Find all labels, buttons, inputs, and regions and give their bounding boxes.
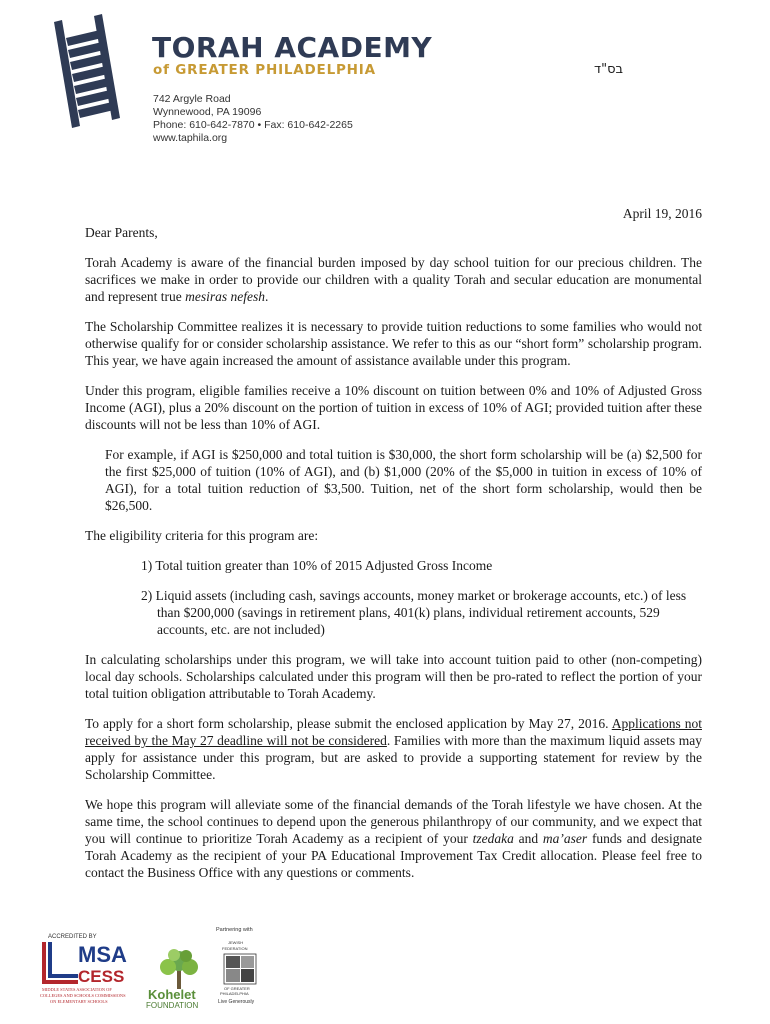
paragraph-5 bbox=[85, 715, 702, 783]
tree-icon bbox=[160, 949, 198, 989]
paragraph-5-text: To apply for a short form scholarship, please submit the enclosed application by May 27, 2016. bbox=[85, 716, 612, 731]
paragraph-6-text: We hope this program will alleviate some of the financial demands of the Torah lifestyle we have chosen. At the same time, the school continues to depend upon the generous philanthropy of our community, and we expect that you will continue to prioritize Torah Academy as a recipient of your bbox=[85, 797, 702, 846]
paragraph-6-join: and bbox=[513, 831, 543, 846]
paragraph-6-end: funds and designate Torah Academy as the recipient of your PA Educational Improvement Tax Credit allocation. Please feel free to contact the Business Office with any questions or comments. bbox=[85, 831, 702, 880]
msa-text: MSA bbox=[78, 942, 127, 967]
address-line-1: 742 Argyle Road bbox=[153, 93, 231, 105]
website-link[interactable]: www.taphila.org bbox=[153, 132, 228, 144]
federation-tagline: Live Generously bbox=[218, 999, 255, 1005]
address-block bbox=[153, 93, 353, 145]
paragraph-2: The Scholarship Committee realizes it is necessary to provide tuition reductions to some families who would not otherwise qualify for or consider scholarship assistance. We refer to this as our “short form” scholarship program. This year, we have again increased the amount of assistance available under this program. bbox=[85, 319, 702, 368]
criterion-2: 2) Liquid assets (including cash, savings accounts, money market or brokerage accounts, etc.) of less than $200,000 (savings in retirement plans, 401(k) plans, individual retirement accounts, 529 accounts, etc. are not included) bbox=[141, 588, 687, 637]
criterion-1: 1) Total tuition greater than 10% of 2015 Adjusted Gross Income bbox=[141, 558, 493, 573]
address-line-2: Wynnewood, PA 19096 bbox=[153, 106, 262, 118]
maaser-emphasis: ma’aser bbox=[542, 831, 588, 846]
federation-line-4: PHILADELPHIA bbox=[220, 991, 249, 996]
paragraph-1 bbox=[85, 254, 702, 305]
federation-line-2: FEDERATION bbox=[222, 946, 248, 951]
org-name: TORAH ACADEMY bbox=[152, 31, 433, 64]
paragraph-4: In calculating scholarships under this program, we will take into account tuition paid to other (non-competing) local day schools. Scholarships calculated under this program will then be pro-rated to reflect the portion of your total tuition obligation attributable to Torah Academy. bbox=[85, 652, 702, 701]
paragraph-1-emphasis: mesiras nefesh bbox=[185, 289, 265, 304]
torah-scroll-logo-icon bbox=[40, 14, 140, 132]
hebrew-mark: בס"ד bbox=[594, 62, 624, 77]
paragraph-1-text: Torah Academy is aware of the financial burden imposed by day school tuition for our precious children. The sacrifices we make in order to provide our children with a quality Torah and secular education are monumental and represent true bbox=[85, 255, 702, 304]
paragraph-1-end: . bbox=[264, 289, 269, 304]
msa-line-1: MIDDLE STATES ASSOCIATION OF bbox=[42, 987, 112, 992]
paragraph-3: Under this program, eligible families receive a 10% discount on tuition between 0% and 10% of Adjusted Gross Income (AGI), plus a 20% discount on the portion of tuition in excess of 10% of AGI; provided tuition after these discounts will not be less than 10% of AGI. bbox=[85, 383, 702, 432]
phone-fax-line: Phone: 610-642-7870 • Fax: 610-642-2265 bbox=[153, 119, 353, 131]
kohelet-name: Kohelet bbox=[148, 987, 196, 1002]
msa-line-3: ON ELEMENTARY SCHOOLS bbox=[50, 999, 108, 1004]
msa-accredited-text: ACCREDITED BY bbox=[48, 934, 97, 940]
federation-line-1: JEWISH bbox=[228, 940, 244, 945]
msa-line-2: COLLEGES AND SCHOOLS COMMISSIONS bbox=[40, 993, 126, 998]
org-subtitle: of GREATER PHILADELPHIA bbox=[153, 62, 376, 78]
salutation: Dear Parents, bbox=[85, 225, 158, 240]
tzedaka-emphasis: tzedaka bbox=[472, 831, 514, 846]
federation-emblem-icon bbox=[224, 954, 256, 984]
kohelet-foundation: FOUNDATION bbox=[146, 1001, 199, 1009]
jewish-federation-logo bbox=[210, 924, 270, 1006]
paragraph-6 bbox=[85, 796, 702, 881]
partnering-label: Partnering with bbox=[216, 927, 253, 933]
letter-body bbox=[85, 205, 702, 881]
kohelet-foundation-logo bbox=[144, 947, 214, 1009]
deadline-notice: Applications not received by the May 27 deadline will not be considered bbox=[85, 716, 702, 748]
paragraph-5-end: . Families with more than the maximum liquid assets may apply for assistance under this program, but are asked to provide a supporting statement for review by the Scholarship Committee. bbox=[85, 733, 702, 782]
cess-text: CESS bbox=[78, 967, 125, 986]
letter-date: April 19, 2016 bbox=[622, 206, 702, 221]
federation-line-3: OF GREATER bbox=[224, 986, 250, 991]
example-paragraph: For example, if AGI is $250,000 and total tuition is $30,000, the short form scholarship will be (a) $2,500 for the first $25,000 of tuition (10% of AGI), and (b) $1,000 (20% of the $5,000 in tuition in excess of 10% of AGI), for a total tuition reduction of $3,500. Tuition, net of the short form scholarship, would then be $26,500. bbox=[105, 447, 702, 513]
msa-cess-logo bbox=[38, 930, 136, 1006]
criteria-intro: The eligibility criteria for this program are: bbox=[85, 528, 319, 543]
